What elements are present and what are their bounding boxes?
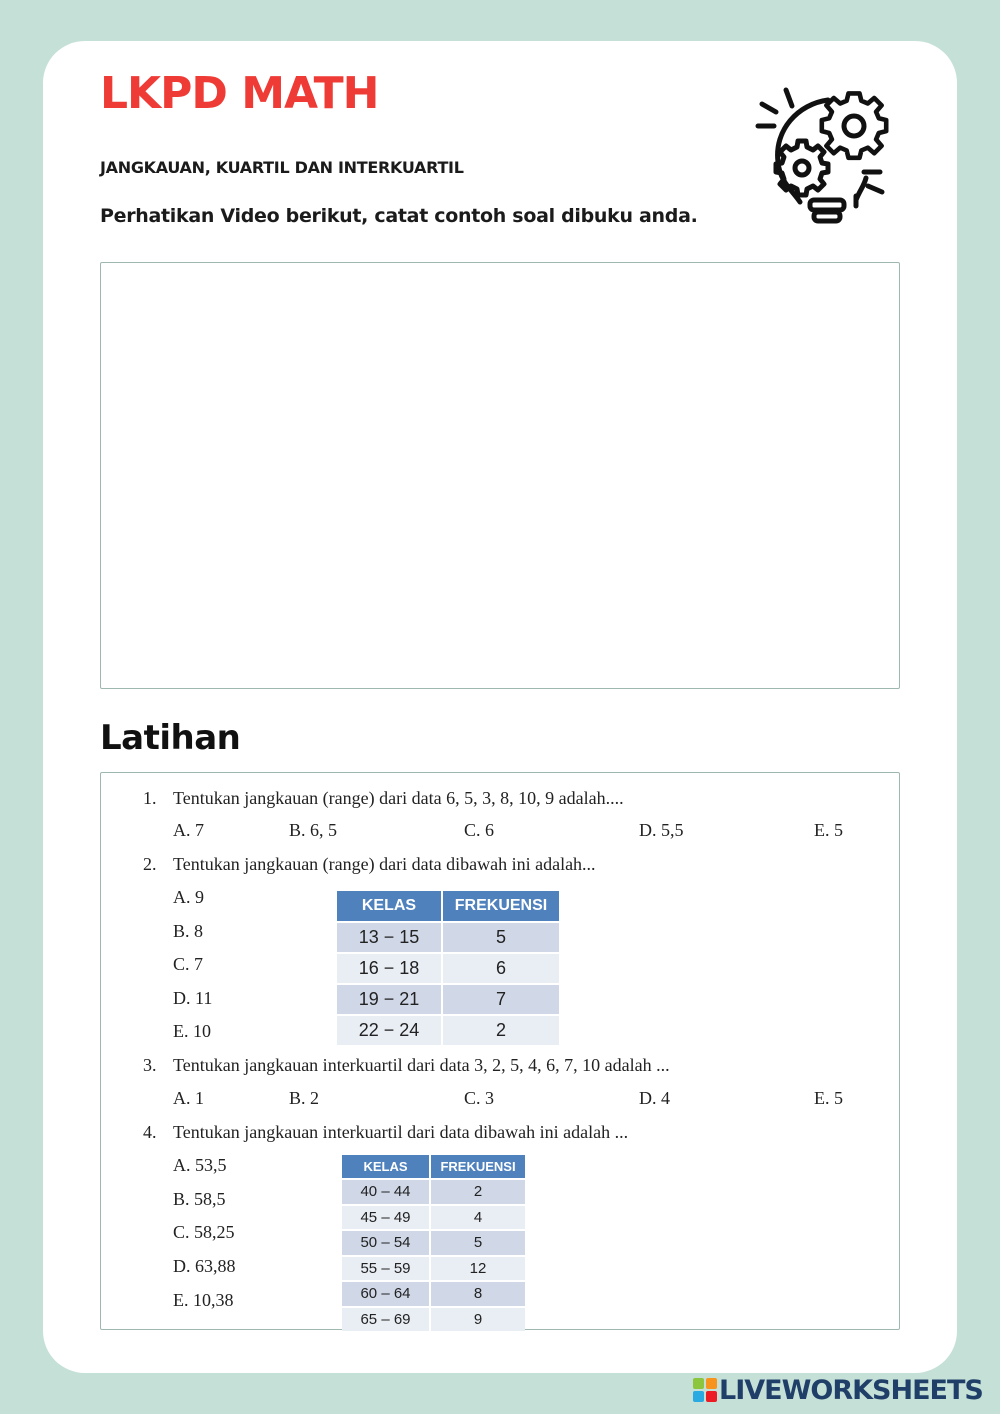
table-header-kelas: KELAS [337, 891, 441, 921]
frequency-table-q4 [342, 1153, 525, 1333]
option-a: A. 7 [173, 820, 204, 840]
option-e: E. 10,38 [173, 1290, 234, 1310]
table-header-frekuensi: FREKUENSI [429, 1155, 525, 1178]
table-cell-kelas: 13 − 15 [337, 923, 441, 952]
option-e: E. 5 [814, 1088, 843, 1108]
frequency-table-q2 [337, 889, 559, 1047]
table-row [337, 1016, 559, 1045]
question-number: 1. [143, 788, 157, 808]
instruction-text: Perhatikan Video berikut, catat contoh soal dibuku anda. [100, 205, 698, 227]
option-a: A. 53,5 [173, 1155, 227, 1175]
option-c: C. 7 [173, 954, 204, 974]
worksheet-subtitle: JANGKAUAN, KUARTIL DAN INTERKUARTIL [100, 158, 464, 177]
option-b: B. 58,5 [173, 1189, 226, 1209]
question-text: Tentukan jangkauan (range) dari data dibawah ini adalah... [173, 854, 596, 874]
option-a: A. 1 [173, 1088, 204, 1108]
section-title-latihan: Latihan [100, 718, 241, 758]
option-b: B. 2 [289, 1088, 320, 1108]
table-row [337, 954, 559, 983]
table-cell-frekuensi: 2 [441, 1016, 559, 1045]
option-e: E. 10 [173, 1021, 211, 1041]
option-d: D. 11 [173, 988, 213, 1008]
brand-text: LIVEWORKSHEETS [719, 1374, 983, 1406]
question-number: 3. [143, 1055, 157, 1075]
question-number: 2. [143, 854, 157, 874]
option-d: D. 4 [639, 1088, 670, 1108]
table-row [337, 985, 559, 1014]
option-a: A. 9 [173, 887, 204, 907]
table-cell-frekuensi: 12 [429, 1257, 525, 1281]
table-row [342, 1180, 525, 1204]
table-cell-frekuensi: 2 [429, 1180, 525, 1204]
option-b: B. 6, 5 [289, 820, 338, 840]
table-cell-kelas: 50 – 54 [342, 1231, 429, 1255]
video-embed-area[interactable] [100, 262, 900, 689]
table-cell-frekuensi: 9 [429, 1308, 525, 1332]
table-row [337, 923, 559, 952]
liveworksheets-brand[interactable] [693, 1374, 983, 1406]
table-cell-frekuensi: 4 [429, 1206, 525, 1230]
question-text: Tentukan jangkauan interkuartil dari data 3, 2, 5, 4, 6, 7, 10 adalah ... [173, 1055, 670, 1075]
table-header-frekuensi: FREKUENSI [441, 891, 559, 921]
table-cell-kelas: 19 − 21 [337, 985, 441, 1014]
option-c: C. 6 [464, 820, 495, 840]
table-cell-kelas: 40 – 44 [342, 1180, 429, 1204]
table-cell-kelas: 65 – 69 [342, 1308, 429, 1332]
table-cell-frekuensi: 6 [441, 954, 559, 983]
liveworksheets-logo-icon [693, 1378, 717, 1402]
question-number: 4. [143, 1122, 157, 1142]
table-cell-kelas: 60 – 64 [342, 1282, 429, 1306]
option-d: D. 5,5 [639, 820, 684, 840]
question-text: Tentukan jangkauan (range) dari data 6, 5, 3, 8, 10, 9 adalah.... [173, 788, 624, 808]
question-text: Tentukan jangkauan interkuartil dari data dibawah ini adalah ... [173, 1122, 629, 1142]
table-cell-frekuensi: 7 [441, 985, 559, 1014]
table-cell-frekuensi: 5 [429, 1231, 525, 1255]
table-cell-kelas: 45 – 49 [342, 1206, 429, 1230]
exercise-box [100, 772, 900, 1330]
option-d: D. 63,88 [173, 1256, 236, 1276]
option-c: C. 58,25 [173, 1222, 235, 1242]
table-row [342, 1308, 525, 1332]
option-b: B. 8 [173, 921, 204, 941]
table-row [342, 1206, 525, 1230]
table-header-kelas: KELAS [342, 1155, 429, 1178]
table-row [342, 1231, 525, 1255]
table-row [342, 1282, 525, 1306]
table-cell-frekuensi: 5 [441, 923, 559, 952]
table-cell-kelas: 16 − 18 [337, 954, 441, 983]
table-cell-kelas: 22 − 24 [337, 1016, 441, 1045]
table-cell-frekuensi: 8 [429, 1282, 525, 1306]
lightbulb-gears-icon [752, 82, 902, 230]
option-e: E. 5 [814, 820, 843, 840]
table-cell-kelas: 55 – 59 [342, 1257, 429, 1281]
worksheet-title: LKPD MATH [100, 68, 379, 119]
option-c: C. 3 [464, 1088, 495, 1108]
table-row [342, 1257, 525, 1281]
